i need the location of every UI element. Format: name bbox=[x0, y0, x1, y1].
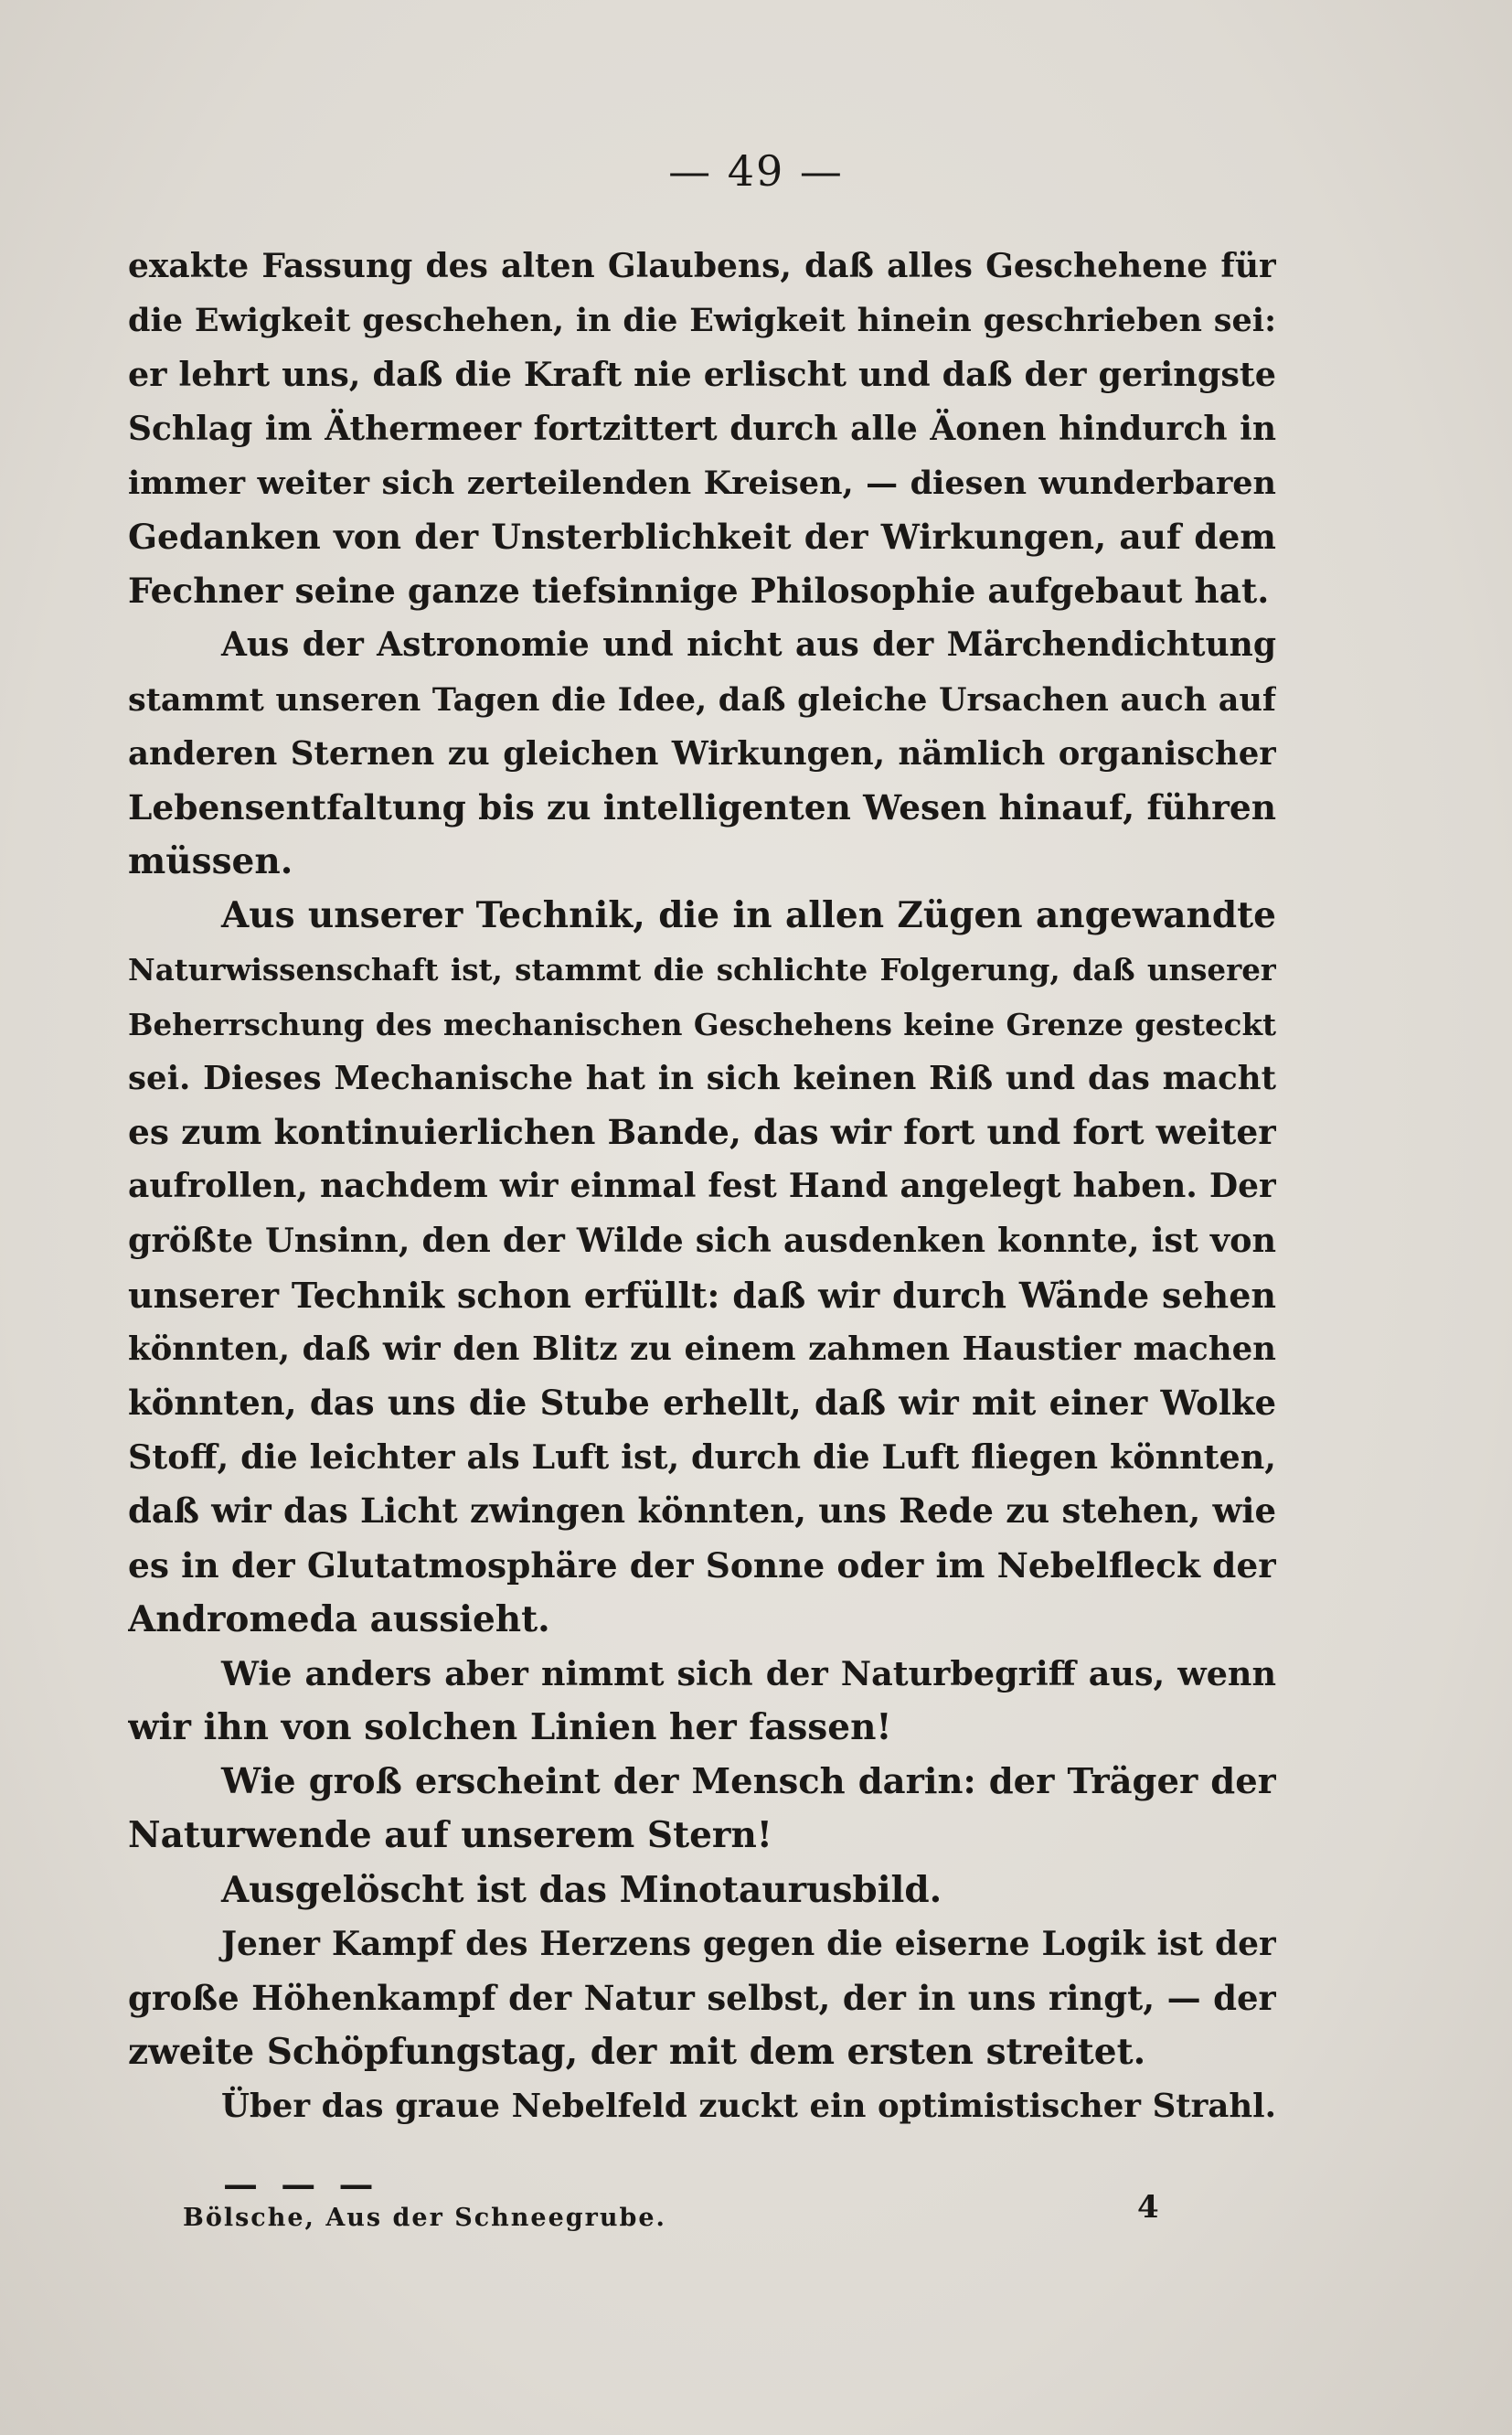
text-line: Aus der Astronomie und nicht aus der Märchendichtung bbox=[221, 625, 1276, 665]
text-line: anderen Sternen zu gleichen Wirkungen, nämlich organischer bbox=[128, 734, 1276, 773]
footer-sheet-number: 4 bbox=[1137, 2189, 1159, 2226]
text-line: Schlag im Äthermeer fortzittert durch alle Äonen hindurch in bbox=[128, 409, 1276, 448]
text-line: die Ewigkeit geschehen, in die Ewigkeit hinein geschrieben sei: bbox=[128, 302, 1276, 340]
text-line: Wie anders aber nimmt sich der Naturbegriff aus, wenn bbox=[221, 1653, 1276, 1693]
text-line: könnten, das uns die Stube erhellt, daß wir mit einer Wolke bbox=[128, 1382, 1276, 1423]
footer-signature: Bölsche, Aus der Schneegrube. bbox=[183, 2204, 666, 2232]
text-line: Wie groß erscheint der Mensch darin: der Träger der bbox=[221, 1761, 1276, 1803]
text-line: Gedanken von der Unsterblichkeit der Wirkungen, auf dem bbox=[128, 516, 1276, 557]
text-line: daß wir das Licht zwingen könnten, uns Rede zu stehen, wie bbox=[128, 1490, 1276, 1532]
text-line: zweite Schöpfungstag, der mit dem ersten streitet. bbox=[128, 2031, 1146, 2074]
text-line: unserer Technik schon erfüllt: daß wir durch Wände sehen bbox=[128, 1274, 1276, 1316]
text-line: Stoff, die leichter als Luft ist, durch die Luft fliegen könnten, bbox=[128, 1437, 1276, 1478]
text-line: es in der Glutatmosphäre der Sonne oder im Nebelfleck der bbox=[128, 1544, 1276, 1586]
text-line: Andromeda aussieht. bbox=[128, 1597, 550, 1640]
text-line: stammt unseren Tagen die Idee, daß gleiche Ursachen auch auf bbox=[128, 680, 1276, 719]
text-line: wir ihn von solchen Linien her fassen! bbox=[128, 1706, 892, 1749]
text-line: exakte Fassung des alten Glaubens, daß alles Geschehene für bbox=[128, 247, 1276, 285]
section-separator: — — — bbox=[223, 2163, 379, 2205]
text-line: immer weiter sich zerteilenden Kreisen, — diesen wunderbaren bbox=[128, 464, 1276, 502]
text-line: Ausgelöscht ist das Minotaurusbild. bbox=[221, 1868, 942, 1911]
text-line: Über das graue Nebelfeld zuckt ein optimistischer Strahl. bbox=[221, 2088, 1276, 2126]
text-line: Aus unserer Technik, die in allen Zügen angewandte bbox=[221, 894, 1276, 937]
text-line: Naturwissenschaft ist, stammt die schlichte Folgerung, daß unserer bbox=[128, 952, 1276, 988]
text-line: er lehrt uns, daß die Kraft nie erlischt und daß der geringste bbox=[128, 355, 1276, 395]
body-text bbox=[128, 240, 1276, 2134]
text-line: Fechner seine ganze tiefsinnige Philosophie aufgebaut hat. bbox=[128, 571, 1270, 612]
text-line: Beherrschung des mechanischen Geschehens keine Grenze gesteckt bbox=[128, 1006, 1276, 1042]
text-line: sei. Dieses Mechanische hat in sich keinen Riß und das macht bbox=[128, 1059, 1276, 1097]
text-line: Jener Kampf des Herzens gegen die eiserne Logik ist der bbox=[221, 1924, 1276, 1963]
text-line: Naturwende auf unserem Stern! bbox=[128, 1814, 772, 1857]
text-line: aufrollen, nachdem wir einmal fest Hand angelegt haben. Der bbox=[128, 1167, 1276, 1206]
text-line: große Höhenkampf der Natur selbst, der in uns ringt, — der bbox=[128, 1978, 1276, 2018]
text-line: müssen. bbox=[128, 840, 293, 883]
page-number: — 49 — bbox=[668, 146, 844, 196]
text-line: Lebensentfaltung bis zu intelligenten Wesen hinauf, führen bbox=[128, 786, 1276, 828]
text-line: es zum kontinuierlichen Bande, das wir fort und fort weiter bbox=[128, 1112, 1276, 1152]
text-line: könnten, daß wir den Blitz zu einem zahmen Haustier machen bbox=[128, 1330, 1276, 1368]
text-line: größte Unsinn, den der Wilde sich ausdenken konnte, ist von bbox=[128, 1221, 1276, 1261]
